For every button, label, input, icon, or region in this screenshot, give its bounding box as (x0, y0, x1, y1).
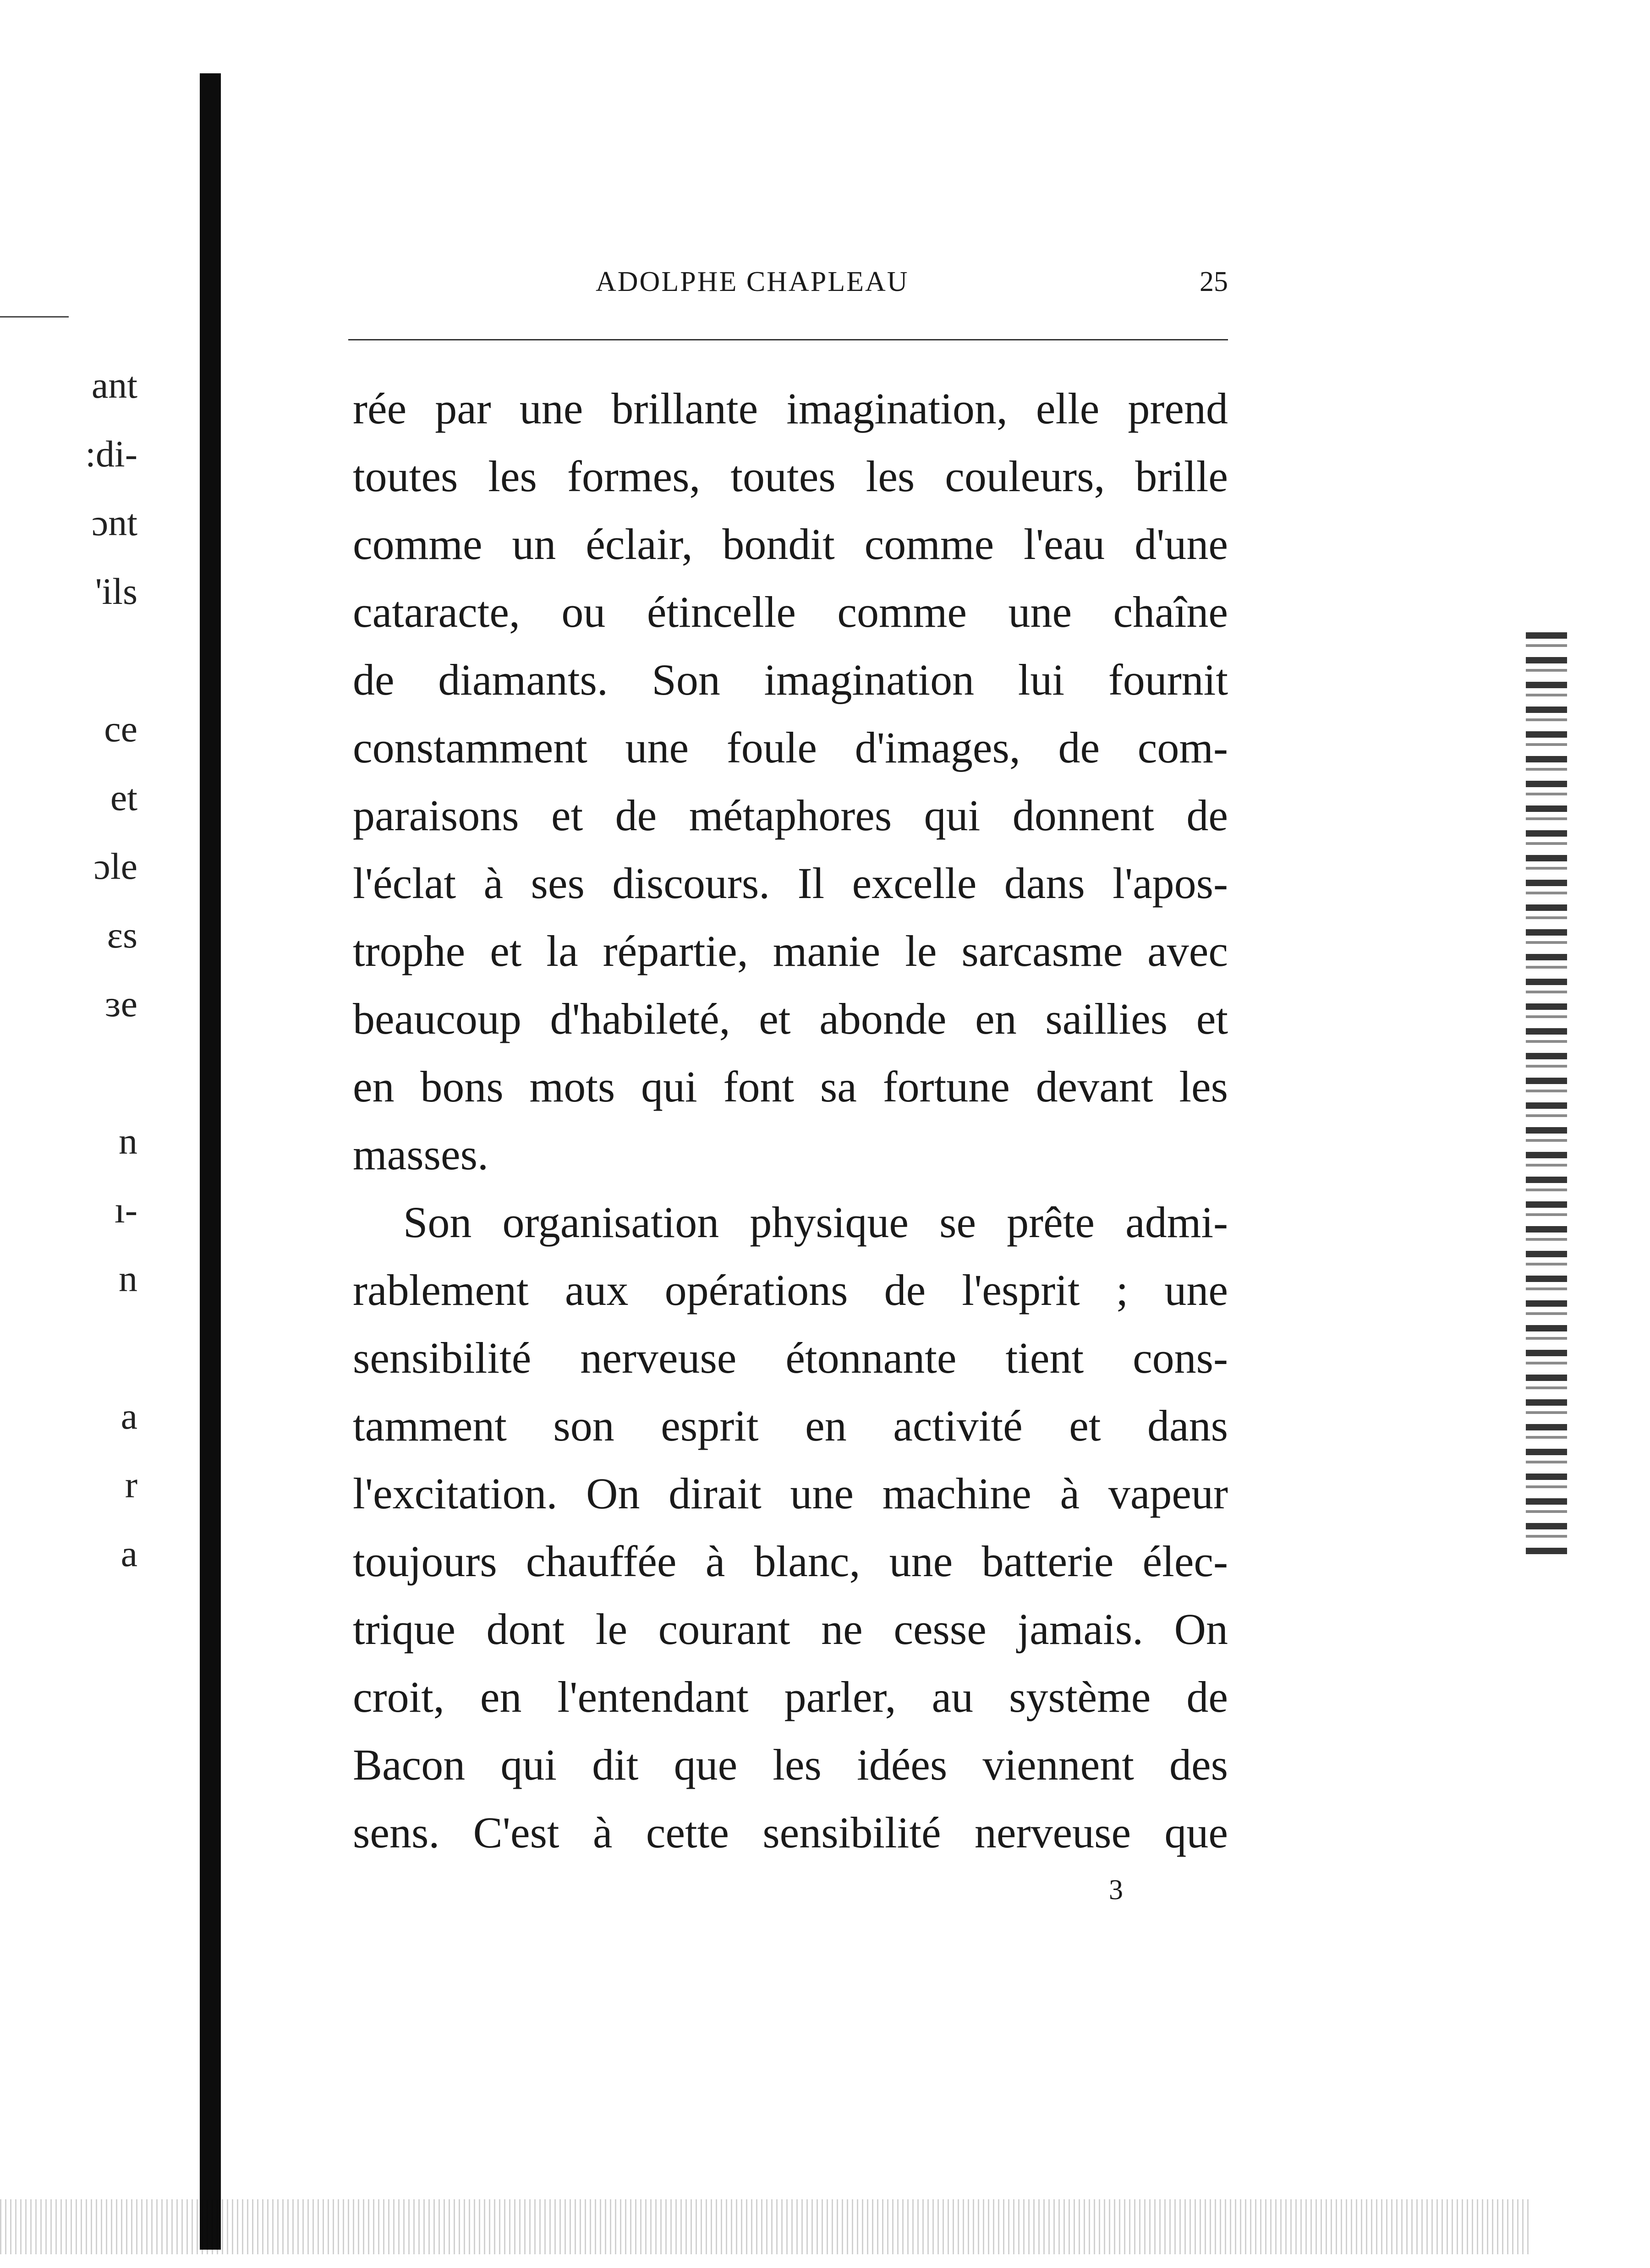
left-fragment: ɛs (107, 914, 137, 956)
text-line: trophe et la répartie, manie le sarcasme avec (353, 926, 1228, 975)
text-line: toutes les formes, toutes les couleurs, brille (353, 452, 1228, 501)
page-number: 25 (1200, 266, 1228, 297)
bottom-scan-noise (0, 2199, 1530, 2254)
left-fragment: ɔnt (91, 502, 137, 543)
text-line: croit, en l'entendant parler, au système de (353, 1672, 1228, 1721)
text-line: sensibilité nerveuse étonnante tient cons- (353, 1333, 1228, 1382)
left-fragment: ce (104, 708, 137, 750)
paragraph (353, 1189, 1228, 1867)
text-line: Bacon qui dit que les idées viennent des (353, 1740, 1228, 1789)
binding-gutter (200, 73, 221, 2250)
left-fragment: r (125, 1464, 137, 1506)
text-line: rée par une brillante imagination, elle prend (353, 384, 1228, 433)
left-page-rule (0, 316, 69, 318)
text-line: beaucoup d'habileté, et abonde en saillies et (353, 994, 1228, 1043)
text-line: rablement aux opérations de l'esprit ; une (353, 1265, 1228, 1315)
text-line: l'éclat à ses discours. Il excelle dans l'apos- (353, 859, 1228, 908)
left-fragment: ɜe (105, 983, 137, 1024)
body-text (353, 375, 1228, 1867)
text-line: trique dont le courant ne cesse jamais. On (353, 1605, 1228, 1654)
text-line: de diamants. Son imagination lui fournit (353, 655, 1228, 704)
text-line: en bons mots qui font sa fortune devant les (353, 1062, 1228, 1111)
running-title: ADOLPHE CHAPLEAU (596, 266, 909, 297)
text-line: paraisons et de métaphores qui donnent de (353, 791, 1228, 840)
left-fragment: n (119, 1258, 137, 1299)
paragraph (353, 375, 1228, 1189)
text-line: constamment une foule d'images, de com- (353, 723, 1228, 772)
edge-scan-marks (1526, 632, 1567, 1558)
text-line: l'excitation. On dirait une machine à vapeur (353, 1469, 1228, 1518)
left-fragment: ɔle (93, 845, 137, 887)
page-header (348, 266, 1228, 302)
header-rule (348, 339, 1228, 340)
left-fragment: a (121, 1395, 137, 1437)
text-line: masses. (353, 1130, 488, 1179)
left-fragment: 'ils (95, 570, 137, 612)
text-line: sens. C'est à cette sensibilité nerveuse que (353, 1808, 1228, 1857)
text-line: comme un éclair, bondit comme l'eau d'une (353, 520, 1228, 569)
text-line: tamment son esprit en activité et dans (353, 1401, 1228, 1450)
signature-mark: 3 (1109, 1874, 1123, 1906)
text-line: Son organisation physique se prête admi- (403, 1198, 1228, 1247)
left-fragment: ant (91, 364, 137, 406)
left-fragment: :di- (85, 433, 137, 475)
left-fragment: a (121, 1533, 137, 1574)
left-fragment: et (110, 777, 137, 818)
left-fragment: n (119, 1120, 137, 1162)
left-fragment: ı- (114, 1189, 137, 1231)
text-line: cataracte, ou étincelle comme une chaîne (353, 587, 1228, 636)
text-line: toujours chauffée à blanc, une batterie élec- (353, 1537, 1228, 1586)
